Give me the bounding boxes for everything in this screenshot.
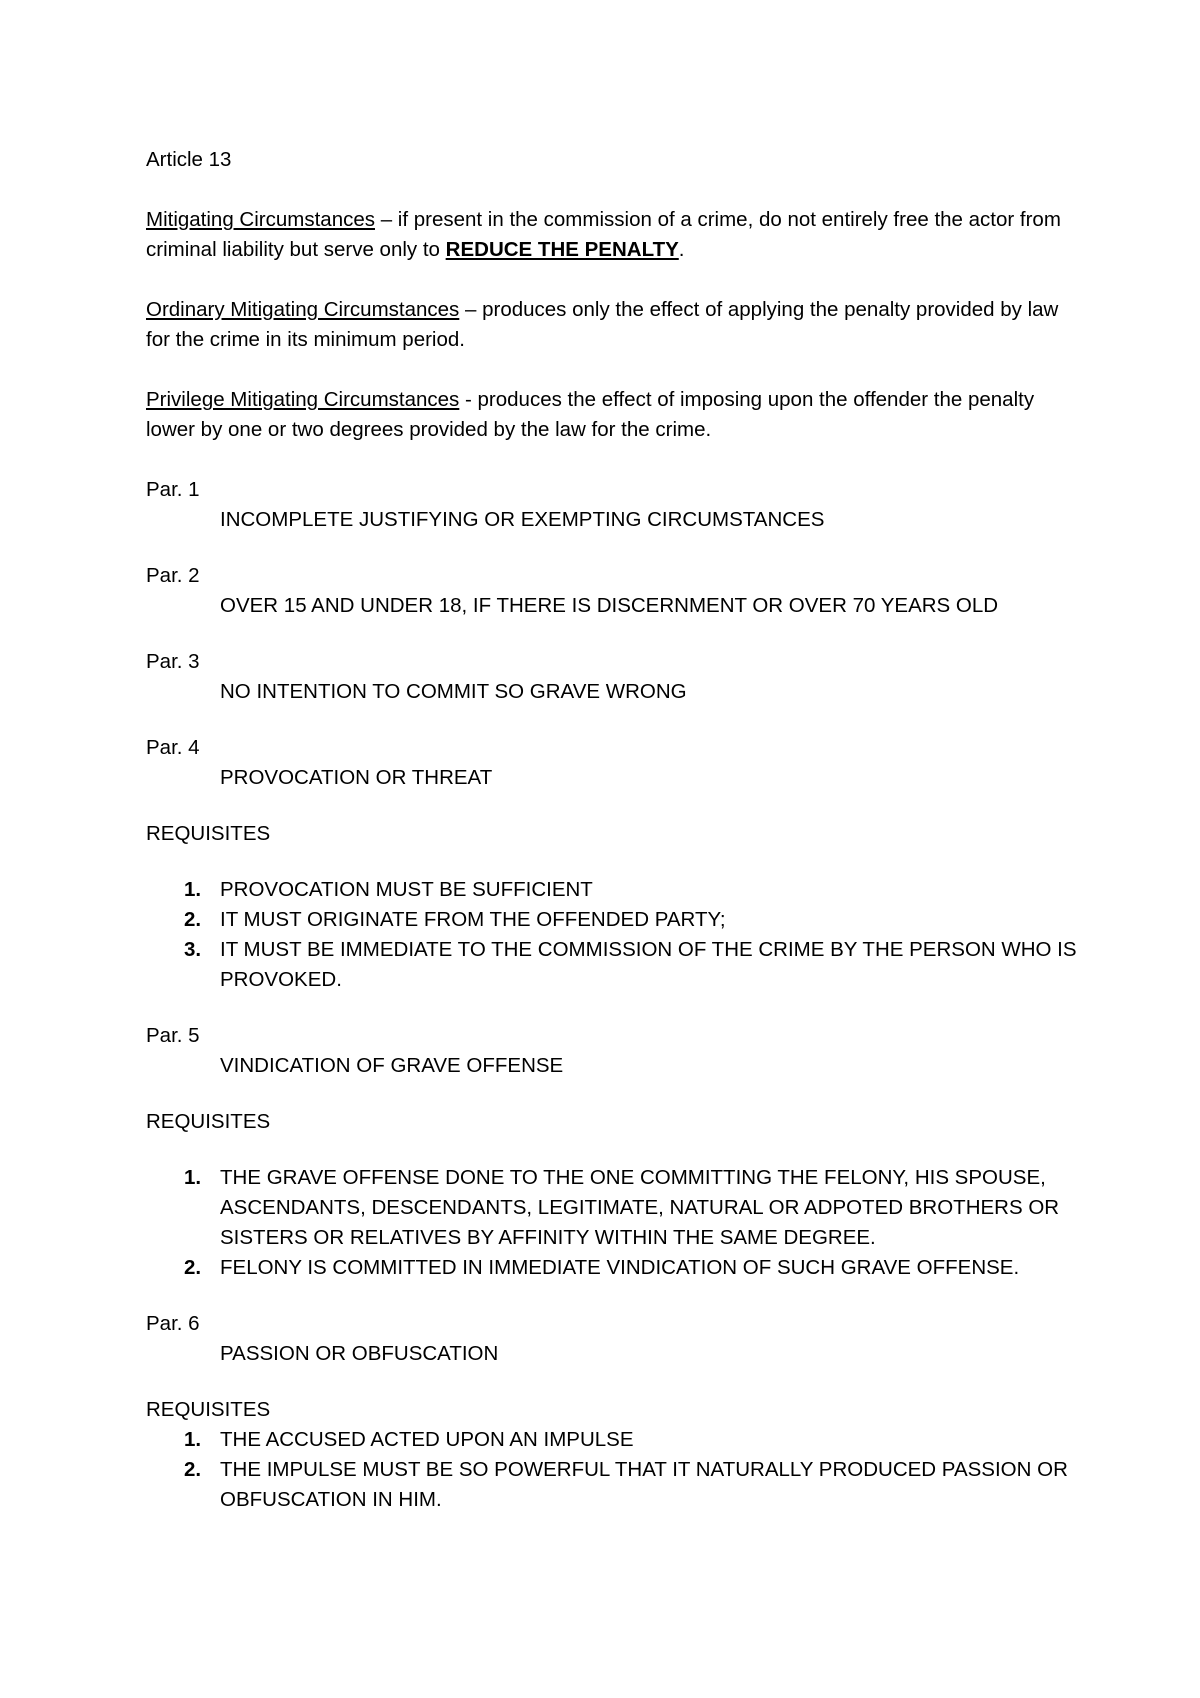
list-item [146,1425,1080,1455]
list-text: IT MUST BE IMMEDIATE TO THE COMMISSION OF THE CRIME BY THE PERSON WHO IS PROVOKED. [220,938,1077,991]
list-number: 1. [184,1428,202,1451]
paragraph-title: PASSION OR OBFUSCATION [220,1342,499,1365]
requisites-list [146,1163,1080,1283]
list-text: THE ACCUSED ACTED UPON AN IMPULSE [220,1428,634,1451]
paragraph-label: Par. 6 [146,1312,200,1335]
paragraph-2 [146,561,1080,621]
definition-term: Ordinary Mitigating Circumstances [146,298,460,321]
paragraph-label: Par. 3 [146,650,200,673]
paragraph-title: NO INTENTION TO COMMIT SO GRAVE WRONG [220,680,687,703]
definition-privilege [146,385,1080,445]
paragraph-title: VINDICATION OF GRAVE OFFENSE [220,1054,564,1077]
list-text: IT MUST ORIGINATE FROM THE OFFENDED PARTY; [220,908,726,931]
list-number: 2. [184,1458,202,1481]
paragraph-6 [146,1309,1080,1369]
requisites-list [146,875,1080,995]
list-item [146,875,1080,905]
list-item [146,935,1080,995]
paragraph-label: Par. 5 [146,1024,200,1047]
list-text: THE IMPULSE MUST BE SO POWERFUL THAT IT NATURALLY PRODUCED PASSION OR OBFUSCATION IN HIM. [220,1458,1068,1511]
list-number: 1. [184,1166,202,1189]
paragraph-3 [146,647,1080,707]
list-number: 1. [184,878,202,901]
definition-text: – if present in the commission of a crime, do not entirely free the actor from criminal liability but serve only to [146,208,1061,261]
requisites-heading: REQUISITES [146,822,271,845]
definition-text: – produces only the effect of applying the penalty provided by law for the crime in its minimum period. [146,298,1059,351]
list-text: FELONY IS COMMITTED IN IMMEDIATE VINDICATION OF SUCH GRAVE OFFENSE. [220,1256,1020,1279]
definition-text-end: . [678,238,685,261]
paragraph-label: Par. 1 [146,478,200,501]
list-text: PROVOCATION MUST BE SUFFICIENT [220,878,593,901]
list-text: THE GRAVE OFFENSE DONE TO THE ONE COMMITTING THE FELONY, HIS SPOUSE, ASCENDANTS, DESCENDANTS, LEGITIMATE, NATURAL OR ADPOTED BROTHERS OR SISTERS OR RELATIVES BY AFFINITY WITHIN THE SAME DEGREE. [220,1166,1060,1249]
definition-term: Privilege Mitigating Circumstances [146,388,460,411]
definition-ordinary [146,295,1080,355]
definition-term: Mitigating Circumstances [146,208,375,231]
paragraph-4 [146,733,1080,793]
list-item [146,1455,1080,1515]
definition-emphasis: REDUCE THE PENALTY [445,238,679,261]
paragraph-label: Par. 2 [146,564,200,587]
definition-text: - produces the effect of imposing upon the offender the penalty lower by one or two degrees provided by the law for the crime. [146,388,1035,441]
paragraph-1 [146,475,1080,535]
list-item [146,1163,1080,1253]
definition-mitigating [146,205,1080,265]
requisites-heading: REQUISITES [146,1398,271,1421]
paragraph-title: INCOMPLETE JUSTIFYING OR EXEMPTING CIRCUMSTANCES [220,508,825,531]
requisites-list [146,1425,1080,1515]
paragraph-title: PROVOCATION OR THREAT [220,766,493,789]
requisites-heading: REQUISITES [146,1110,271,1133]
list-item [146,905,1080,935]
list-number: 2. [184,1256,202,1279]
list-item [146,1253,1080,1283]
article-title: Article 13 [146,148,232,171]
paragraph-title: OVER 15 AND UNDER 18, IF THERE IS DISCERNMENT OR OVER 70 YEARS OLD [220,594,999,617]
list-number: 2. [184,908,202,931]
paragraph-label: Par. 4 [146,736,200,759]
list-number: 3. [184,938,202,961]
paragraph-5 [146,1021,1080,1081]
